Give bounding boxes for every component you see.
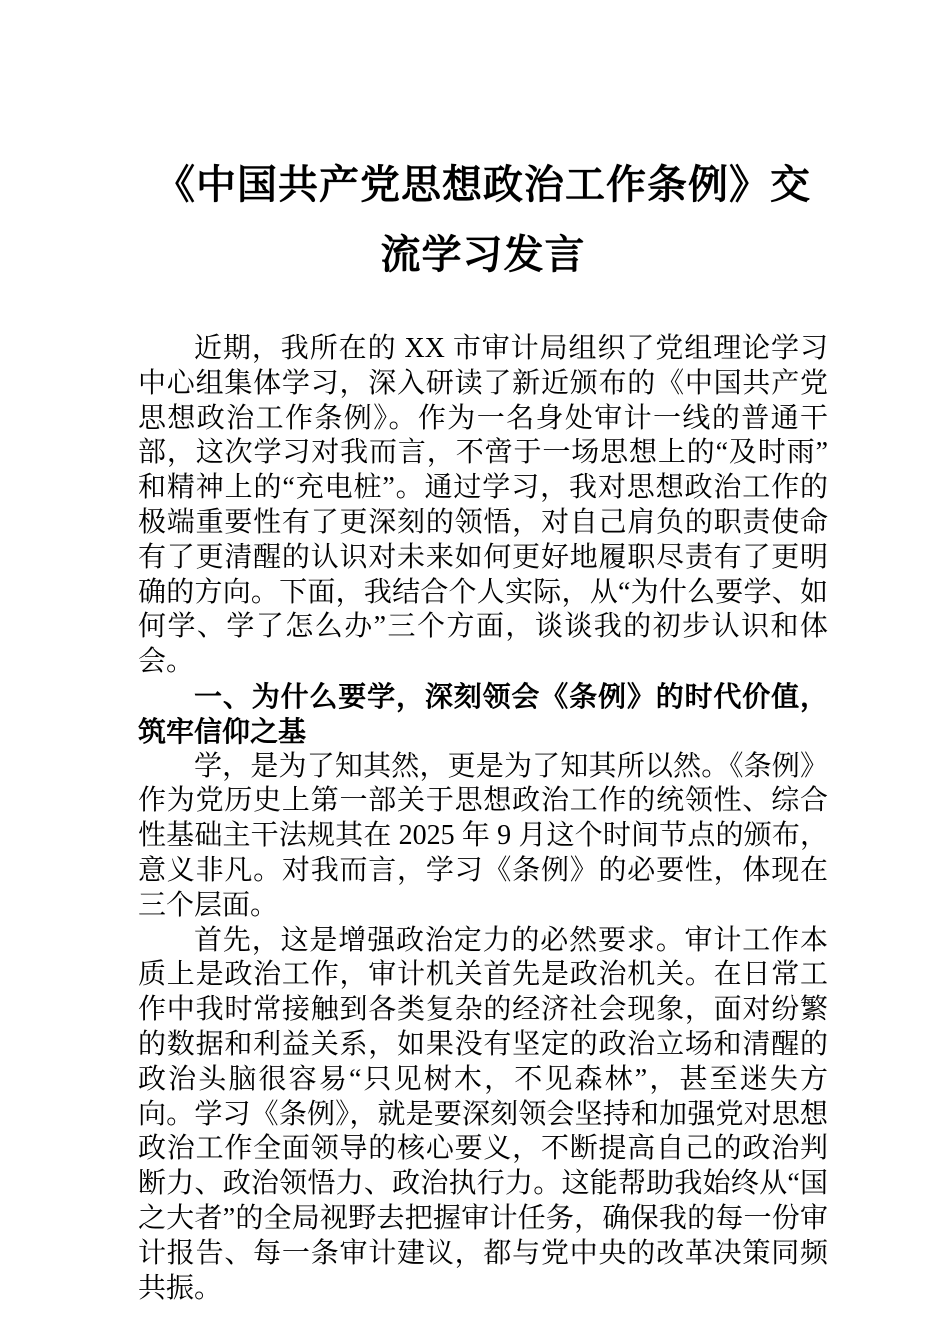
- document-title: 《中国共产党思想政治工作条例》交流学习发言: [155, 162, 811, 277]
- paragraph-intro: 近期，我所在的 XX 市审计局组织了党组理论学习中心组集体学习，深入研读了新近颁布的《中国共产党思想政治工作条例》。作为一名身处审计一线的普通干部，这次学习对我而言，不啻于一场思想上的“及时雨”和精神上的“充电桩”。通过学习，我对思想政治工作的极端重要性有了更深刻的领悟，对自己肩负的职责使命有了更清醒的认识对未来如何更好地履职尽责有了更明确的方向。下面，我结合个人实际，从“为什么要学、如何学、学了怎么办”三个方面，谈谈我的初步认识和体会。: [138, 333, 828, 678]
- paragraph-first-point: 首先，这是增强政治定力的必然要求。审计工作本质上是政治工作，审计机关首先是政治机关。在日常工作中我时常接触到各类复杂的经济社会现象，面对纷繁的数据和利益关系，如果没有坚定的政治立场和清醒的政治头脑很容易“只见树木，不见森林”，甚至迷失方向。学习《条例》，就是要深刻领会坚持和加强党对思想政治工作全面领导的核心要义，不断提高自己的政治判断力、政治领悟力、政治执行力。这能帮助我始终从“国之大者”的全局视野去把握审计任务，确保我的每一份审计报告、每一条审计建议，都与党中央的改革决策同频共振。: [138, 924, 828, 1304]
- document-body: [138, 332, 828, 1306]
- section-heading-1: 一、为什么要学，深刻领会《条例》的时代价值，筑牢信仰之基: [138, 680, 828, 747]
- paragraph-why-learn: 学，是为了知其然，更是为了知其所以然。《条例》作为党历史上第一部关于思想政治工作的统领性、综合性基础主干法规其在 2025 年 9 月这个时间节点的颁布，意义非凡。对我而言，学习《条例》的必要性，体现在三个层面。: [138, 750, 828, 921]
